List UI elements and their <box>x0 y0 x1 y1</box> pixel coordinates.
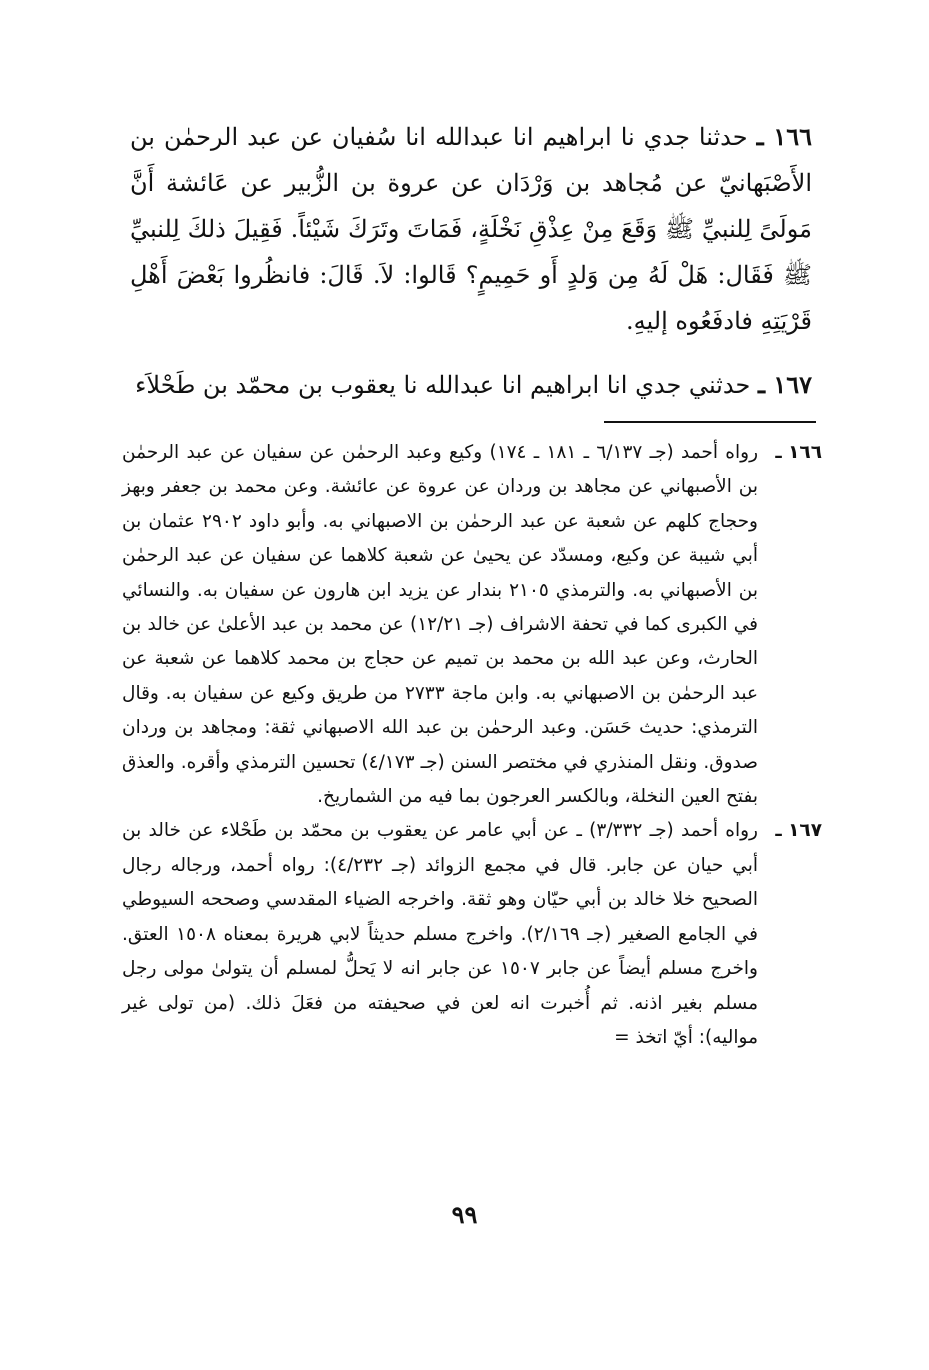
page-number: ٩٩ <box>451 1200 478 1229</box>
hadith-paragraph <box>130 114 812 344</box>
footnote-number: ١٦٦ ـ <box>775 442 822 463</box>
footnote-divider <box>604 421 816 423</box>
hadith-paragraph <box>130 362 812 408</box>
hadith-text: حدثني جدي انا ابراهيم انا عبدالله نا يعقوب بن محمّد بن طَحْلاَء <box>135 371 751 399</box>
hadith-number: ١٦٦ ـ <box>756 122 813 151</box>
main-text <box>130 114 812 408</box>
footnote-text: رواه أحمد (جـ ٦/١٣٧ ـ ١٨١ ـ ١٧٤) وكيع وعبد الرحمٰن عن سفيان عن عبد الرحمٰن بن الأصبهاني عن مجاهد بن وردان عن عروة عن عائشة. وعن محمد بن جعفر وبهز وحجاج كلهم عن شعبة عن عبد الرحمٰن بن الاصبهاني به. وأبو داود ٢٩٠٢ عثمان بن أبي شيبة عن وكيع، ومسدّد عن يحيىٰ عن شعبة كلاهما عن سفيان عن عبد الرحمٰن بن الأصبهاني به. والترمذي ٢١٠٥ بندار عن يزيد ابن هارون عن سفيان به. والنسائي في الكبرى كما في تحفة الاشراف (جـ ١٢/٢١) عن محمد بن عبد الأعلىٰ عن خالد بن الحارث، وعن عبد الله بن محمد بن تميم عن حجاج بن محمد كلاهما عن شعبة عن عبد الرحمٰن بن الاصبهاني به. وابن ماجة ٢٧٣٣ من طريق وكيع عن سفيان به. وقال الترمذي: حديث حَسَن. وعبد الرحمٰن بن عبد الله الاصبهاني ثقة: ومجاهد بن وردان صدوق. ونقل المنذري في مختصر السنن (جـ ٤/١٧٣) تحسين الترمذي وأقره. والعذق بفتح العين النخلة، وبالكسر العرجون بما فيه من الشماريخ. <box>122 442 759 808</box>
footnote-text: رواه أحمد (جـ ٣/٣٣٢) ـ عن أبي عامر عن يعقوب بن محمّد بن طَحْلاء عن خالد بن أبي حيان عن جابر. قال في مجمع الزوائد (جـ ٤/٢٣٢): رواه أحمد، ورجاله رجال الصحيح خلا خالد بن أبي حيّان وهو ثقة. واخرجه الضياء المقدسي وصححه السيوطي في الجامع الصغير (جـ ٢/١٦٩). واخرج مسلم حديثاً لابي هريرة بمعناه ١٥٠٨ العتق. واخرج مسلم أيضاً عن جابر ١٥٠٧ عن جابر انه لا يَحلُّ لمسلم أن يتولىٰ مولى رجل مسلم بغير اذنه. ثم أُخبرت انه لعن في صحيفته من فعَلَ ذلك. (من تولى غير مواليه): أيّ اتخذ = <box>122 820 759 1048</box>
hadith-number: ١٦٧ ـ <box>757 370 812 399</box>
footnote <box>122 814 822 1055</box>
hadith-text: حدثنا جدي نا ابراهيم انا عبدالله انا سُفيان عن عبد الرحمٰن بن الأَصْبَهانيّ عن مُجاهد بن وَرْدَان عن عروة بن الزُّبير عن عَائشة أَنَّ مَولَىً لِلنبيِّ ﷺ وَقَعَ مِنْ عِذْقِ نَخْلَةٍ، فَمَاتَ وتَرَكَ شَيْئاً. فَقِيلَ ذلكَ لِلنبيِّ ﷺ فَقَال: هَلْ لَهُ مِن وَلدٍ أَو حَمِيمٍ؟ قَالوا: لاَ. قَالَ: فانظُروا بَعْضَ أَهْلِ قَرْيَتِهِ فادفَعُوه إليهِ. <box>130 123 812 335</box>
footnote-number: ١٦٧ ـ <box>775 820 822 842</box>
footnote <box>122 436 822 814</box>
footnotes-section <box>122 436 822 1055</box>
